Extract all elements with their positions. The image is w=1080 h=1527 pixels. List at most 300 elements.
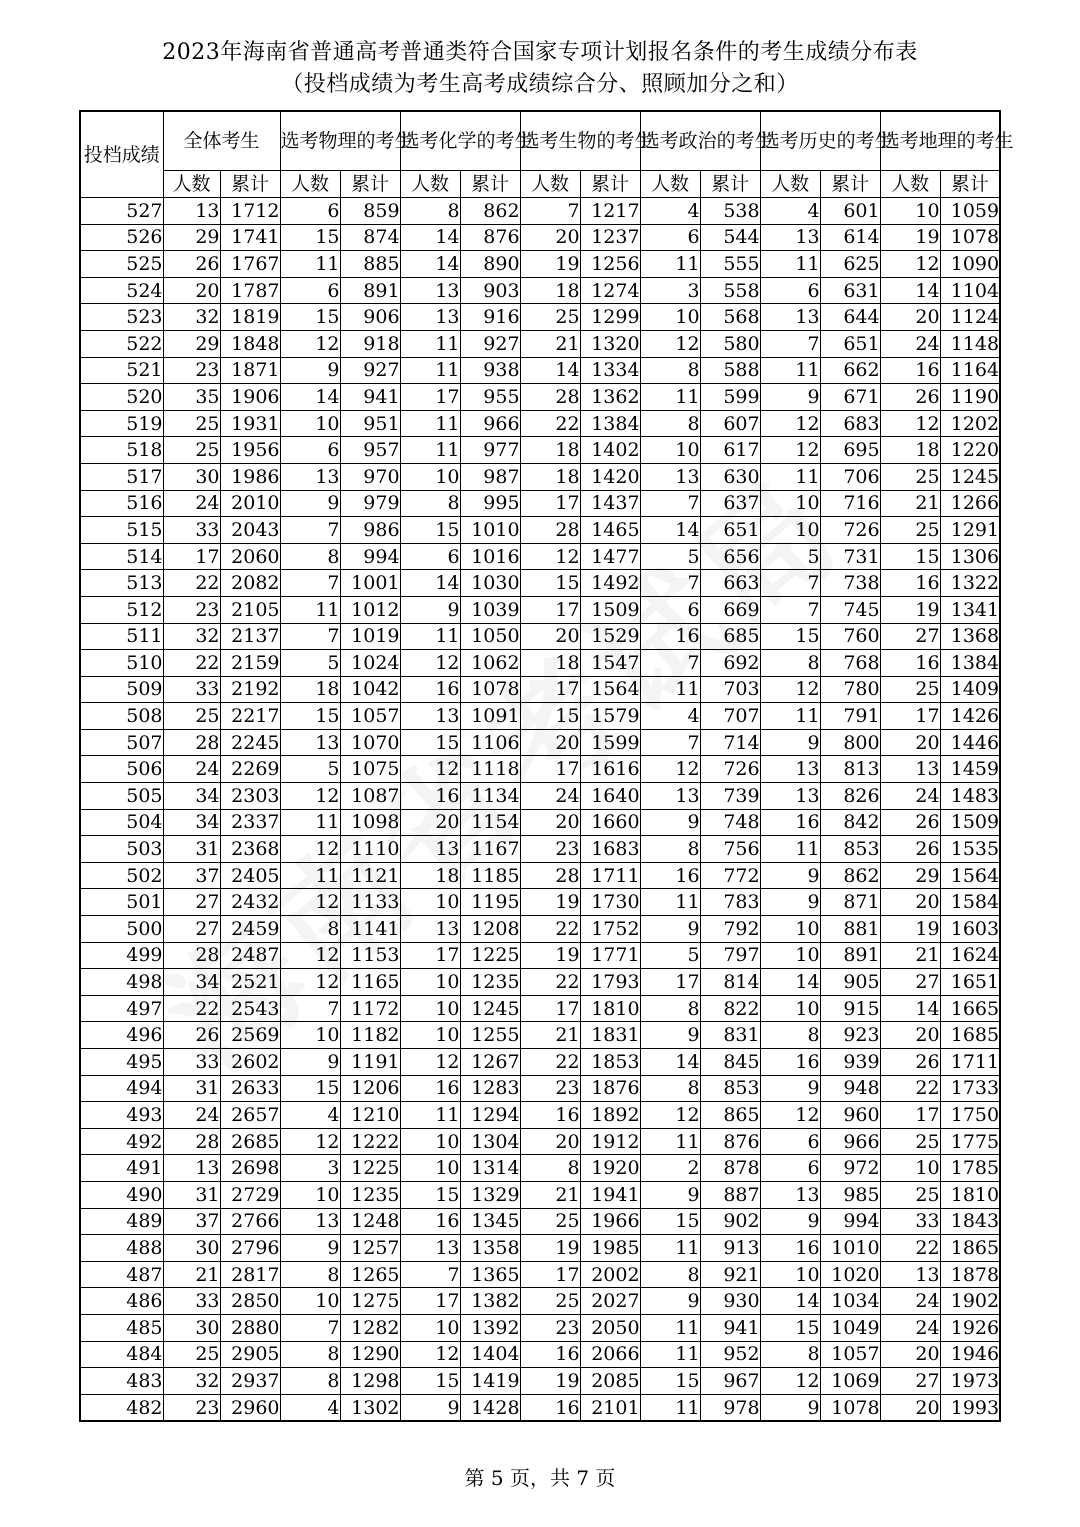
- cumulative-cell: 1599: [580, 729, 640, 756]
- count-cell: 9: [760, 1075, 820, 1102]
- cumulative-cell: 662: [820, 357, 880, 384]
- count-cell: 15: [400, 517, 460, 544]
- cumulative-cell: 994: [820, 1208, 880, 1235]
- count-cell: 12: [640, 330, 700, 357]
- cumulative-cell: 2817: [220, 1261, 280, 1288]
- table-row: [80, 969, 1000, 996]
- cumulative-cell: 1235: [340, 1181, 400, 1208]
- cumulative-cell: 1106: [460, 729, 520, 756]
- count-cell: 12: [280, 783, 340, 810]
- count-cell: 16: [760, 1235, 820, 1262]
- count-cell: 20: [520, 1128, 580, 1155]
- cumulative-cell: 1314: [460, 1155, 520, 1182]
- cumulative-cell: 1985: [580, 1235, 640, 1262]
- count-cell: 19: [520, 1235, 580, 1262]
- count-subheader: 人数: [163, 171, 220, 198]
- count-cell: 16: [640, 623, 700, 650]
- count-cell: 10: [280, 1022, 340, 1049]
- group-header-all: 全体考生: [163, 111, 280, 171]
- cumulative-cell: 1078: [460, 676, 520, 703]
- count-cell: 23: [163, 357, 220, 384]
- cumulative-cell: 1946: [940, 1341, 1000, 1368]
- cumulative-cell: 876: [460, 224, 520, 251]
- cumulative-cell: 707: [700, 703, 760, 730]
- score-cell: 516: [80, 490, 163, 517]
- cumulative-cell: 663: [700, 570, 760, 597]
- count-cell: 10: [640, 437, 700, 464]
- cumulative-cell: 885: [340, 251, 400, 278]
- count-cell: 15: [280, 703, 340, 730]
- cumulative-cell: 1291: [940, 517, 1000, 544]
- count-subheader: 人数: [400, 171, 460, 198]
- count-cell: 26: [880, 384, 940, 411]
- count-cell: 13: [400, 836, 460, 863]
- cumulative-cell: 780: [820, 676, 880, 703]
- count-cell: 13: [760, 304, 820, 331]
- count-cell: 16: [520, 1341, 580, 1368]
- count-cell: 19: [520, 942, 580, 969]
- cumulative-cell: 2521: [220, 969, 280, 996]
- table-row: [80, 437, 1000, 464]
- count-cell: 34: [163, 783, 220, 810]
- cumulative-cell: 2850: [220, 1288, 280, 1315]
- cumulative-cell: 588: [700, 357, 760, 384]
- count-cell: 10: [400, 1314, 460, 1341]
- cumulative-cell: 544: [700, 224, 760, 251]
- count-cell: 10: [280, 410, 340, 437]
- count-cell: 12: [280, 1128, 340, 1155]
- table-row: [80, 756, 1000, 783]
- table-row: [80, 1049, 1000, 1076]
- table-row: [80, 916, 1000, 943]
- count-cell: 29: [163, 330, 220, 357]
- count-cell: 15: [280, 1075, 340, 1102]
- cumulative-cell: 957: [340, 437, 400, 464]
- count-cell: 14: [880, 277, 940, 304]
- table-row: [80, 1261, 1000, 1288]
- cumulative-cell: 1973: [940, 1368, 1000, 1395]
- cumulative-cell: 845: [700, 1049, 760, 1076]
- cumulative-cell: 1001: [340, 570, 400, 597]
- cumulative-cell: 1110: [340, 836, 400, 863]
- cumulative-cell: 791: [820, 703, 880, 730]
- count-cell: 24: [163, 490, 220, 517]
- count-cell: 8: [760, 650, 820, 677]
- count-cell: 11: [400, 330, 460, 357]
- cumulative-cell: 881: [820, 916, 880, 943]
- count-cell: 25: [520, 1288, 580, 1315]
- cumulative-cell: 1660: [580, 809, 640, 836]
- cumulative-cell: 1172: [340, 995, 400, 1022]
- score-cell: 483: [80, 1368, 163, 1395]
- count-cell: 22: [163, 995, 220, 1022]
- cumulative-cell: 800: [820, 729, 880, 756]
- cumulative-cell: 1465: [580, 517, 640, 544]
- count-cell: 14: [280, 384, 340, 411]
- score-column-header: 投档成绩: [80, 111, 163, 198]
- score-distribution-table: [79, 110, 1014, 1422]
- page-title: 2023年海南省普通高考普通类符合国家专项计划报名条件的考生成绩分布表: [162, 40, 918, 65]
- cumulative-cell: 703: [700, 676, 760, 703]
- cumulative-cell: 1283: [460, 1075, 520, 1102]
- score-cell: 522: [80, 330, 163, 357]
- count-cell: 14: [880, 995, 940, 1022]
- count-cell: 15: [400, 1368, 460, 1395]
- cumulative-cell: 2685: [220, 1128, 280, 1155]
- cumulative-cell: 1437: [580, 490, 640, 517]
- cumulative-cell: 1931: [220, 410, 280, 437]
- cumulative-cell: 1651: [940, 969, 1000, 996]
- score-cell: 490: [80, 1181, 163, 1208]
- cumulative-cell: 1871: [220, 357, 280, 384]
- count-cell: 29: [880, 862, 940, 889]
- count-cell: 17: [880, 703, 940, 730]
- count-cell: 13: [640, 463, 700, 490]
- count-cell: 25: [163, 437, 220, 464]
- cumulative-cell: 951: [340, 410, 400, 437]
- cumulative-cell: 1069: [820, 1368, 880, 1395]
- cumulative-cell: 1358: [460, 1235, 520, 1262]
- cumulative-cell: 1509: [940, 809, 1000, 836]
- count-cell: 22: [880, 1075, 940, 1102]
- table-row: [80, 384, 1000, 411]
- count-subheader: 人数: [760, 171, 820, 198]
- count-cell: 3: [280, 1155, 340, 1182]
- score-cell: 503: [80, 836, 163, 863]
- cumulative-cell: 2002: [580, 1261, 640, 1288]
- cumulative-cell: 2105: [220, 596, 280, 623]
- cumulative-cell: 1153: [340, 942, 400, 969]
- table-row: [80, 1235, 1000, 1262]
- count-cell: 8: [640, 410, 700, 437]
- cumulative-cell: 985: [820, 1181, 880, 1208]
- cumulative-cell: 2729: [220, 1181, 280, 1208]
- count-cell: 21: [520, 330, 580, 357]
- table-row: [80, 1181, 1000, 1208]
- count-cell: 11: [640, 251, 700, 278]
- cumulative-cell: 1322: [940, 570, 1000, 597]
- count-cell: 4: [760, 198, 820, 225]
- count-subheader: 人数: [280, 171, 340, 198]
- table-row: [80, 1394, 1000, 1421]
- cumulative-cell: 580: [700, 330, 760, 357]
- cumulative-cell: 1752: [580, 916, 640, 943]
- count-cell: 27: [163, 889, 220, 916]
- score-cell: 482: [80, 1394, 163, 1421]
- cumulative-cell: 756: [700, 836, 760, 863]
- cumulative-cell: 768: [820, 650, 880, 677]
- count-cell: 12: [760, 1368, 820, 1395]
- group-header-chemistry: 选考化学的考生: [400, 111, 520, 171]
- table-row: [80, 490, 1000, 517]
- count-cell: 24: [880, 330, 940, 357]
- count-cell: 8: [280, 1341, 340, 1368]
- count-cell: 8: [280, 1261, 340, 1288]
- count-cell: 15: [520, 570, 580, 597]
- cumulative-cell: 2405: [220, 862, 280, 889]
- cumulative-cell: 1793: [580, 969, 640, 996]
- count-cell: 7: [280, 995, 340, 1022]
- score-cell: 502: [80, 862, 163, 889]
- count-cell: 16: [880, 570, 940, 597]
- count-cell: 17: [400, 384, 460, 411]
- cumulative-cell: 1050: [460, 623, 520, 650]
- score-cell: 484: [80, 1341, 163, 1368]
- cumulative-cell: 986: [340, 517, 400, 544]
- cumulative-cell: 2082: [220, 570, 280, 597]
- count-cell: 7: [760, 596, 820, 623]
- score-cell: 492: [80, 1128, 163, 1155]
- count-cell: 11: [400, 1102, 460, 1129]
- count-cell: 17: [520, 490, 580, 517]
- cumulative-cell: 1547: [580, 650, 640, 677]
- count-cell: 9: [640, 1022, 700, 1049]
- cumulative-cell: 1579: [580, 703, 640, 730]
- count-cell: 12: [640, 1102, 700, 1129]
- cumulative-cell: 865: [700, 1102, 760, 1129]
- group-header-politics: 选考政治的考生: [640, 111, 760, 171]
- cumulative-cell: 1202: [940, 410, 1000, 437]
- count-cell: 16: [520, 1102, 580, 1129]
- cumulative-cell: 1030: [460, 570, 520, 597]
- cumulative-cell: 2010: [220, 490, 280, 517]
- score-cell: 498: [80, 969, 163, 996]
- cumulative-cell: 2960: [220, 1394, 280, 1421]
- cumulative-cell: 1208: [460, 916, 520, 943]
- score-cell: 510: [80, 650, 163, 677]
- cumulative-cell: 1956: [220, 437, 280, 464]
- cumulative-cell: 558: [700, 277, 760, 304]
- cumulative-cell: 797: [700, 942, 760, 969]
- count-cell: 20: [880, 729, 940, 756]
- table-row: [80, 596, 1000, 623]
- count-cell: 23: [163, 596, 220, 623]
- count-cell: 6: [640, 596, 700, 623]
- cumulative-cell: 1185: [460, 862, 520, 889]
- count-cell: 22: [520, 916, 580, 943]
- cumulative-cell: 739: [700, 783, 760, 810]
- cumulative-cell: 1906: [220, 384, 280, 411]
- count-cell: 13: [400, 304, 460, 331]
- count-cell: 13: [640, 783, 700, 810]
- count-cell: 11: [760, 703, 820, 730]
- cumulative-cell: 1986: [220, 463, 280, 490]
- count-cell: 32: [163, 304, 220, 331]
- cumulative-cell: 726: [700, 756, 760, 783]
- count-cell: 11: [280, 251, 340, 278]
- cumulative-cell: 625: [820, 251, 880, 278]
- count-subheader: 人数: [880, 171, 940, 198]
- score-cell: 523: [80, 304, 163, 331]
- subheader-row: [80, 171, 1000, 198]
- cumulative-cell: 862: [820, 862, 880, 889]
- cumulative-cell: 1616: [580, 756, 640, 783]
- table-row: [80, 889, 1000, 916]
- cumulative-cell: 1446: [940, 729, 1000, 756]
- cumulative-cell: 1210: [340, 1102, 400, 1129]
- cumulative-cell: 1477: [580, 543, 640, 570]
- cumulative-cell: 2269: [220, 756, 280, 783]
- cumulative-cell: 614: [820, 224, 880, 251]
- count-cell: 32: [163, 623, 220, 650]
- count-cell: 13: [163, 1155, 220, 1182]
- cumulative-cell: 1265: [340, 1261, 400, 1288]
- cumulative-cell: 1304: [460, 1128, 520, 1155]
- count-cell: 17: [163, 543, 220, 570]
- count-cell: 12: [760, 676, 820, 703]
- count-cell: 12: [280, 330, 340, 357]
- count-cell: 9: [280, 490, 340, 517]
- cumulative-cell: 1275: [340, 1288, 400, 1315]
- count-cell: 25: [163, 410, 220, 437]
- cumulative-cell: 1362: [580, 384, 640, 411]
- cumulative-cell: 1529: [580, 623, 640, 650]
- count-cell: 17: [520, 756, 580, 783]
- cumulative-cell: 948: [820, 1075, 880, 1102]
- score-cell: 485: [80, 1314, 163, 1341]
- cumulative-cell: 1167: [460, 836, 520, 863]
- count-cell: 25: [880, 676, 940, 703]
- score-cell: 527: [80, 198, 163, 225]
- cumulative-cell: 1712: [220, 198, 280, 225]
- count-cell: 25: [880, 463, 940, 490]
- count-cell: 18: [520, 437, 580, 464]
- cumulative-cell: 1245: [460, 995, 520, 1022]
- cumulative-cell: 2368: [220, 836, 280, 863]
- count-cell: 17: [880, 1102, 940, 1129]
- cumulative-cell: 979: [340, 490, 400, 517]
- cumulative-subheader: 累计: [580, 171, 640, 198]
- cumulative-cell: 1016: [460, 543, 520, 570]
- cumulative-cell: 1141: [340, 916, 400, 943]
- score-cell: 507: [80, 729, 163, 756]
- cumulative-cell: 1124: [940, 304, 1000, 331]
- table-row: [80, 517, 1000, 544]
- cumulative-cell: 2303: [220, 783, 280, 810]
- count-cell: 7: [640, 729, 700, 756]
- cumulative-cell: 1876: [580, 1075, 640, 1102]
- cumulative-cell: 1235: [460, 969, 520, 996]
- cumulative-cell: 1118: [460, 756, 520, 783]
- count-cell: 10: [400, 995, 460, 1022]
- cumulative-cell: 651: [820, 330, 880, 357]
- cumulative-cell: 1078: [820, 1394, 880, 1421]
- count-cell: 11: [280, 596, 340, 623]
- cumulative-cell: 887: [700, 1181, 760, 1208]
- count-cell: 6: [280, 437, 340, 464]
- cumulative-cell: 1683: [580, 836, 640, 863]
- count-subheader: 人数: [520, 171, 580, 198]
- count-cell: 9: [640, 809, 700, 836]
- count-cell: 35: [163, 384, 220, 411]
- count-cell: 11: [640, 384, 700, 411]
- count-cell: 7: [400, 1261, 460, 1288]
- cumulative-cell: 1603: [940, 916, 1000, 943]
- count-cell: 11: [640, 889, 700, 916]
- cumulative-cell: 1966: [580, 1208, 640, 1235]
- count-cell: 8: [760, 1022, 820, 1049]
- cumulative-cell: 876: [700, 1128, 760, 1155]
- count-cell: 13: [760, 783, 820, 810]
- cumulative-cell: 1010: [820, 1235, 880, 1262]
- cumulative-cell: 1195: [460, 889, 520, 916]
- cumulative-cell: 1384: [580, 410, 640, 437]
- count-cell: 23: [520, 836, 580, 863]
- cumulative-cell: 792: [700, 916, 760, 943]
- count-cell: 10: [760, 995, 820, 1022]
- cumulative-cell: 1535: [940, 836, 1000, 863]
- cumulative-cell: 966: [460, 410, 520, 437]
- cumulative-cell: 1419: [460, 1368, 520, 1395]
- count-cell: 14: [760, 969, 820, 996]
- table-row: [80, 570, 1000, 597]
- cumulative-cell: 1819: [220, 304, 280, 331]
- cumulative-cell: 853: [820, 836, 880, 863]
- count-cell: 19: [880, 916, 940, 943]
- cumulative-cell: 1810: [580, 995, 640, 1022]
- cumulative-cell: 1993: [940, 1394, 1000, 1421]
- count-cell: 16: [640, 862, 700, 889]
- count-cell: 15: [400, 729, 460, 756]
- cumulative-cell: 716: [820, 490, 880, 517]
- cumulative-cell: 923: [820, 1022, 880, 1049]
- cumulative-cell: 1010: [460, 517, 520, 544]
- cumulative-cell: 607: [700, 410, 760, 437]
- count-cell: 22: [880, 1235, 940, 1262]
- score-cell: 513: [80, 570, 163, 597]
- count-cell: 20: [520, 809, 580, 836]
- cumulative-cell: 683: [820, 410, 880, 437]
- cumulative-cell: 1368: [940, 623, 1000, 650]
- count-cell: 24: [880, 1314, 940, 1341]
- cumulative-cell: 1384: [940, 650, 1000, 677]
- count-cell: 5: [640, 942, 700, 969]
- cumulative-cell: 2060: [220, 543, 280, 570]
- count-cell: 10: [880, 1155, 940, 1182]
- cumulative-cell: 1266: [940, 490, 1000, 517]
- count-cell: 24: [880, 1288, 940, 1315]
- count-cell: 12: [760, 1102, 820, 1129]
- cumulative-cell: 1024: [340, 650, 400, 677]
- count-cell: 15: [280, 304, 340, 331]
- cumulative-cell: 2602: [220, 1049, 280, 1076]
- cumulative-cell: 1831: [580, 1022, 640, 1049]
- count-cell: 17: [520, 995, 580, 1022]
- table-row: [80, 862, 1000, 889]
- cumulative-cell: 1382: [460, 1288, 520, 1315]
- cumulative-cell: 1087: [340, 783, 400, 810]
- count-cell: 10: [640, 304, 700, 331]
- count-cell: 28: [163, 729, 220, 756]
- count-cell: 15: [760, 1314, 820, 1341]
- cumulative-cell: 1640: [580, 783, 640, 810]
- count-cell: 31: [163, 1075, 220, 1102]
- cumulative-cell: 1190: [940, 384, 1000, 411]
- cumulative-cell: 706: [820, 463, 880, 490]
- cumulative-cell: 1409: [940, 676, 1000, 703]
- count-cell: 31: [163, 1181, 220, 1208]
- count-cell: 11: [760, 251, 820, 278]
- cumulative-cell: 1090: [940, 251, 1000, 278]
- count-cell: 10: [760, 942, 820, 969]
- cumulative-cell: 2569: [220, 1022, 280, 1049]
- count-cell: 6: [640, 224, 700, 251]
- cumulative-cell: 1104: [940, 277, 1000, 304]
- count-cell: 15: [880, 543, 940, 570]
- count-cell: 27: [880, 623, 940, 650]
- count-cell: 6: [760, 1155, 820, 1182]
- cumulative-cell: 1282: [340, 1314, 400, 1341]
